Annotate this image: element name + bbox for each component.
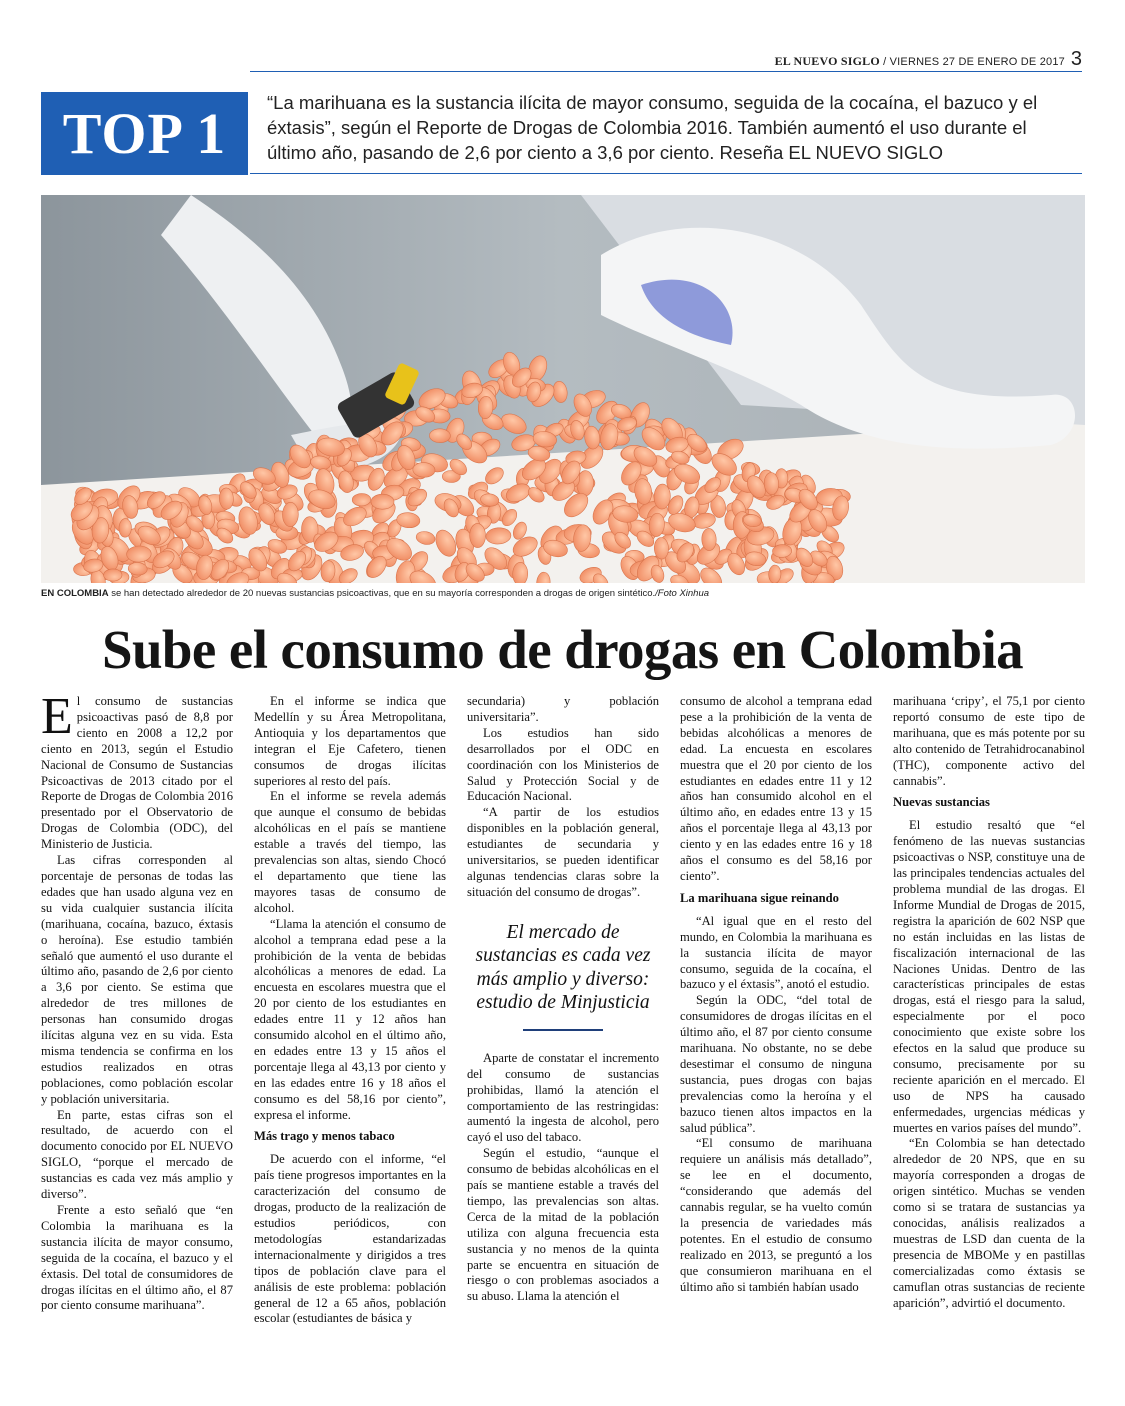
paragraph — [41, 688, 233, 853]
paragraph: secundaria) y población universitaria”. — [467, 694, 659, 724]
pill — [103, 569, 122, 582]
paragraph: Los estudios han sido desarrollados por el ODC en coordinación con los Ministerios de Salud y Protección Social y de Educación Nacional. — [467, 725, 659, 804]
paragraph: “Al igual que en el resto del mundo, en Colombia la marihuana es la sustancia ilícita de mayor consumo, seguida de la cocaína, el bazuco y el éxtasis”, anotó el estudio. — [680, 913, 872, 992]
top-summary: “La marihuana es la sustancia ilícita de mayor consumo, seguida de la cocaína, el bazuco y el éxtasis”, según el Reporte de Drogas de Colombia 2016. También aumentó el uso durante el último año, pasando de 2,6 por ciento a 3,6 por ciento. Reseña EL NUEVO SIGLO — [267, 92, 1038, 163]
subhead: Nuevas sustancias — [893, 795, 990, 810]
pill — [429, 429, 450, 443]
column-5 — [893, 694, 1085, 1311]
paragraph: Las cifras corresponden al porcentaje de personas de todas las edades que han usado alguna vez en su vida cualquier sustancia ilícita (marihuana, cocaína, bazuco, éxtasis o heroína). Ese estudio también señaló que aumentó el uso durante el último año, pasando de 2,6 por ciento a 3,6 por ciento. Se estima que alrededor de tres millones de personas han consumido drogas ilícitas alguna vez en su vida. Esta misma tendencia se confirma en los estudios realizados en otras poblaciones, como población escolar y población universitaria. — [41, 853, 233, 1106]
paragraph: Según el estudio, “aunque el consumo de bebidas alcohólicas en el país se mantiene estable a través del tiempo, las prevalencias son altas. Cerca de la mitad de la población utiliza con alguna frecuencia esta sustancia y no menos de la quinta parte se encuentra en situación de riesgo o con problemas asociados a su abuso. Llama la atención el — [467, 1146, 659, 1304]
paragraph: En parte, estas cifras son el resultado, de acuerdo con el documento conocido por EL NUEVO SIGLO, “porque el mercado de sustancias es cada vez más amplio y diverso”. — [41, 1107, 233, 1202]
paragraph: “El consumo de marihuana requiere un análisis más detallado”, se lee en el documento, “considerando que además del cannabis regular, se ha vuelto común la presencia de variedades más potentes. En el estudio de consumo realizado en 2013, se preguntó a los que consumieron marihuana en el último año si también habían usado — [680, 1136, 872, 1294]
paragraph: “En Colombia se han detectado alrededor de 20 NPS, que en su mayoría corresponden a drogas de origen sintético. Muchas se venden como si se tratara de sustancias ya conocidas, análisis realizados a muestras de LSD dan cuenta de la presencia de MBOMe y en pastillas comercializadas como éxtasis se camuflan otras sustancias de reciente aparición”, advirtió el documento. — [893, 1136, 1085, 1310]
pull-quote: El mercado de sustancias es cada vez más amplio y diverso: estudio de Minjusticia — [475, 921, 651, 1014]
issue-date: VIERNES 27 DE ENERO DE 2017 — [889, 56, 1065, 68]
paragraph: Frente a esto señaló que “en Colombia la marihuana es la sustancia ilícita de mayor consumo, seguida de la cocaína, el bazuco y el éxtasis. Del total de consumidores de drogas ilícitas en el último año, el 87 por ciento consume marihuana”. — [41, 1203, 233, 1313]
drop-cap: E — [41, 688, 73, 745]
paragraph: El estudio resaltó que “el fenómeno de las nuevas sustancias psicoactivas o NSP, constituye una de las principales tendencias actuales del problema mundial de las drogas. El Informe Mundial de Drogas de 2015, registra la aparición de 602 NSP que no están incluidas en las listas de fiscalización internacional de las Naciones Unidas. Dentro de las características principales de estas drogas, está el riesgo para la salud, especialmente por el poco conocimiento que existe sobre los efectos en la salud que produce su consumo, precisamente por su reciente aparición en el mercado. El uso de NPS ha causado enfermedades, urgencias médicas y muertes en varios países del mundo”. — [893, 818, 1085, 1135]
paragraph-text: l consumo de sustancias psicoactivas pasó de 8,8 por ciento en 2008 a 12,2 por ciento en 2013, según el Estudio Nacional de Consumo de Sustancias Psicoactivas de 2013 citado por el Reporte de Drogas de Colombia 2016 presentado por el Observatorio de Drogas de Colombia (ODC), del Ministerio de Justicia. — [41, 694, 233, 852]
paragraph: consumo de alcohol a temprana edad pese a la prohibición de la venta de bebidas alcohólicas a menores de edad. La encuesta en escolares muestra que el 20 por ciento de los estudiantes en edades entre 11 y 12 años han consumido alcohol en el último año, en edades entre 13 y 15 años el porcentaje llega al 43,13 por ciento y en las edades entre 16 y 18 años el consumo es del 58,16 por ciento”. — [680, 694, 872, 883]
top-label: TOP 1 — [41, 92, 248, 175]
pill — [371, 494, 394, 509]
headline: Sube el consumo de drogas en Colombia — [101, 619, 1024, 680]
paragraph: “Llama la atención el consumo de alcohol a temprana edad pese a la prohibición de la venta de bebidas alcohólicas a menores de edad. La encuesta en escolares muestra que el 20 por ciento de los estudiantes en edades entre 11 y 12 años han consumido alcohol en el último año, en edades entre 13 y 15 años el porcentaje llega al 43,13 por ciento y en las edades entre 16 y 18 años el consumo es del 58,16 por ciento”, expresa el informe. — [254, 916, 446, 1122]
summary-rule — [250, 173, 1082, 174]
pill — [469, 523, 485, 547]
column-3 — [467, 694, 659, 1305]
caption-lead: EN COLOMBIA — [41, 588, 109, 599]
lead-photo — [41, 195, 1085, 583]
photo-caption — [41, 588, 709, 599]
caption-credit: /Foto Xinhua — [655, 588, 710, 599]
paragraph: Según la ODC, “del total de consumidores de drogas ilícitas en el último año, el 87 por ciento consume marihuana. No obstante, no se debe desestimar el consumo de ninguna sustancia, pues drogas con bajas prevalencias como la heroína y el bazuco tienen altos impactos en la salud pública”. — [680, 993, 872, 1135]
paragraph: “A partir de los estudios disponibles en la población general, estudiantes de secundaria y universitarios, se pueden identificar algunas tendencias claras sobre la situación del consumo de drogas”. — [467, 805, 659, 899]
page-number: 3 — [1070, 48, 1082, 70]
subhead: La marihuana sigue reinando — [680, 890, 839, 905]
top-rule — [250, 71, 1082, 72]
paragraph: En el informe se indica que Medellín y su Área Metropolitana, Antioquia y los departamentos que integran el Eje Cafetero, tienen consumos de drogas ilícitas superiores al resto del país. — [254, 694, 446, 788]
paragraph: De acuerdo con el informe, “el país tiene progresos importantes en la caracterización del consumo de drogas, producto de la realización de estudios periódicos, con metodologías estandarizadas internacionalmente y dirigidos a tres tipos de población clave para el análisis de este problema: población general de 12 a 65 años, población escolar (estudiantes de básica y — [254, 1152, 446, 1326]
pill — [119, 518, 132, 537]
column-4 — [680, 694, 872, 1296]
column-2 — [254, 694, 446, 1327]
caption-text: se han detectado alrededor de 20 nuevas sustancias psicoactivas, que en su mayoría corresponden a drogas de origen sintético. — [108, 588, 656, 599]
subhead: Más trago y menos tabaco — [254, 1129, 395, 1144]
column-1 — [41, 688, 233, 1314]
paragraph: En el informe se revela además que aunque el consumo de bebidas alcohólicas en el país se mantiene estable a través del tiempo, las prevalencias son altas, siendo Chocó el departamento que tiene las mayores tasas de consumo de alcohol. — [254, 789, 446, 915]
paragraph: Aparte de constatar el incremento del consumo de sustancias prohibidas, llamó la atención el comportamiento de las restringidas: aumentó la ingesta de alcohol, pero cayó el uso del tabaco. — [467, 1050, 659, 1145]
paper-name: EL NUEVO SIGLO — [774, 54, 880, 68]
masthead: EL NUEVO SIGLO / VIERNES 27 DE ENERO DE 2017 — [774, 54, 1065, 68]
paragraph: marihuana ‘cripy’, el 75,1 por ciento reportó consumo de este tipo de marihuana, que es más potente por su alto contenido de Tetrahidrocanabinol (THC), componente activo del cannabis”. — [893, 694, 1085, 788]
pill — [352, 493, 371, 506]
pull-quote-rule — [523, 1029, 603, 1031]
pill — [282, 502, 298, 527]
